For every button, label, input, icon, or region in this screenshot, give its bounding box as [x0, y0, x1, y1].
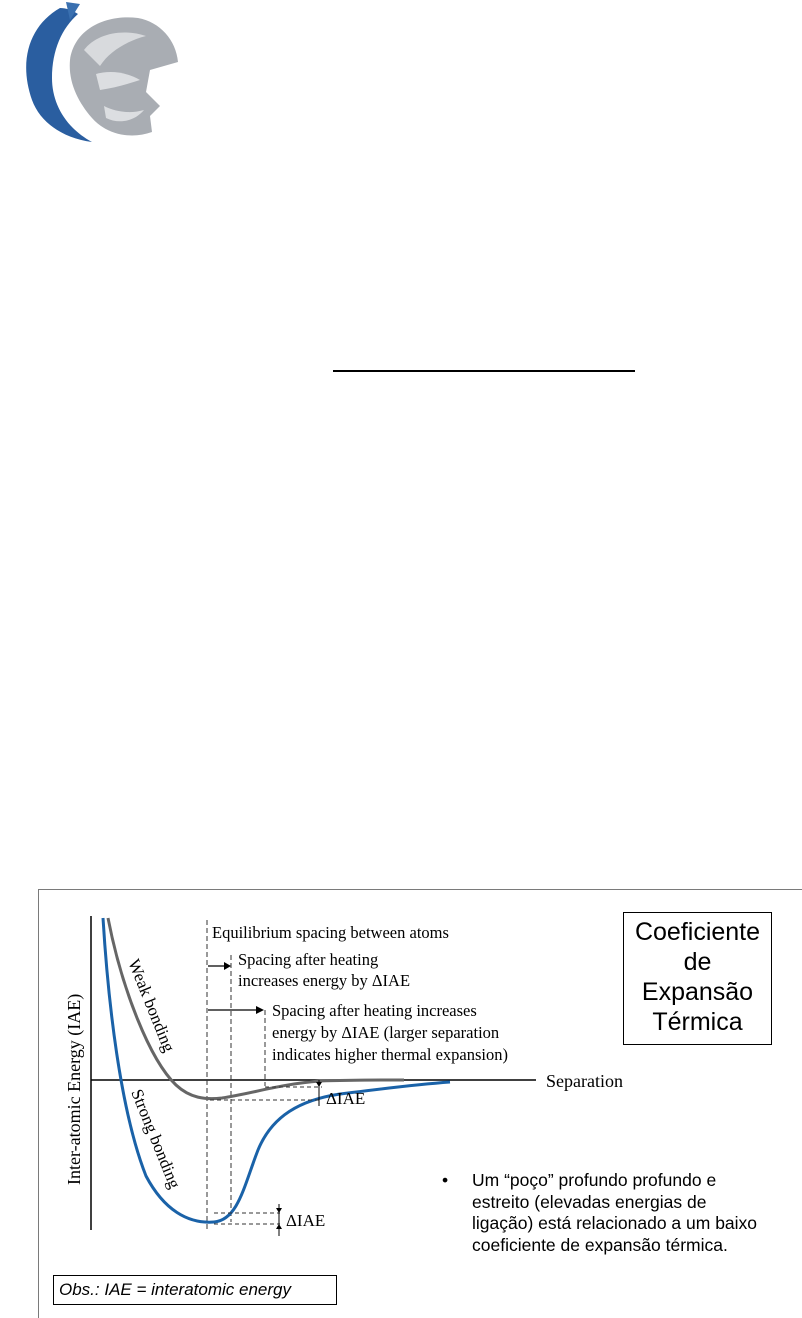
title-line-2: de — [683, 948, 712, 976]
annotation-spacing-strong-2: increases energy by ΔIAE — [238, 971, 411, 990]
series-label-strong: Strong bonding — [127, 1086, 185, 1192]
title-line-4: Térmica — [652, 1008, 743, 1036]
delta-strong-label: ΔIAE — [286, 1211, 326, 1230]
y-axis-label: Inter-atomic Energy (IAE) — [64, 993, 84, 1185]
obs-box: Obs.: IAE = interatomic energy — [53, 1275, 337, 1305]
delta-weak-label: ΔIAE — [326, 1089, 366, 1108]
annotation-spacing-strong-1: Spacing after heating — [238, 950, 379, 969]
x-axis-label: Separation — [546, 1071, 623, 1091]
annotation-spacing-weak-2: energy by ΔIAE (larger separation — [272, 1023, 500, 1042]
title-box — [623, 912, 772, 1045]
bullet-icon: • — [442, 1170, 449, 1190]
annotation-spacing-weak-3: indicates higher thermal expansion) — [272, 1045, 508, 1064]
series-label-weak: Weak bonding — [124, 956, 179, 1055]
title-line-3: Expansão — [641, 978, 754, 1006]
title-line-1: Coeficiente — [634, 918, 761, 946]
annotation-spacing-weak-1: Spacing after heating increases — [272, 1001, 477, 1020]
annotation-equilibrium: Equilibrium spacing between atoms — [212, 923, 449, 942]
note-text: Um “poço” profundo profundo e estreito (elevadas energias de ligação) está relacionado a um baixo coeficiente de expansão térmica. — [472, 1170, 758, 1255]
